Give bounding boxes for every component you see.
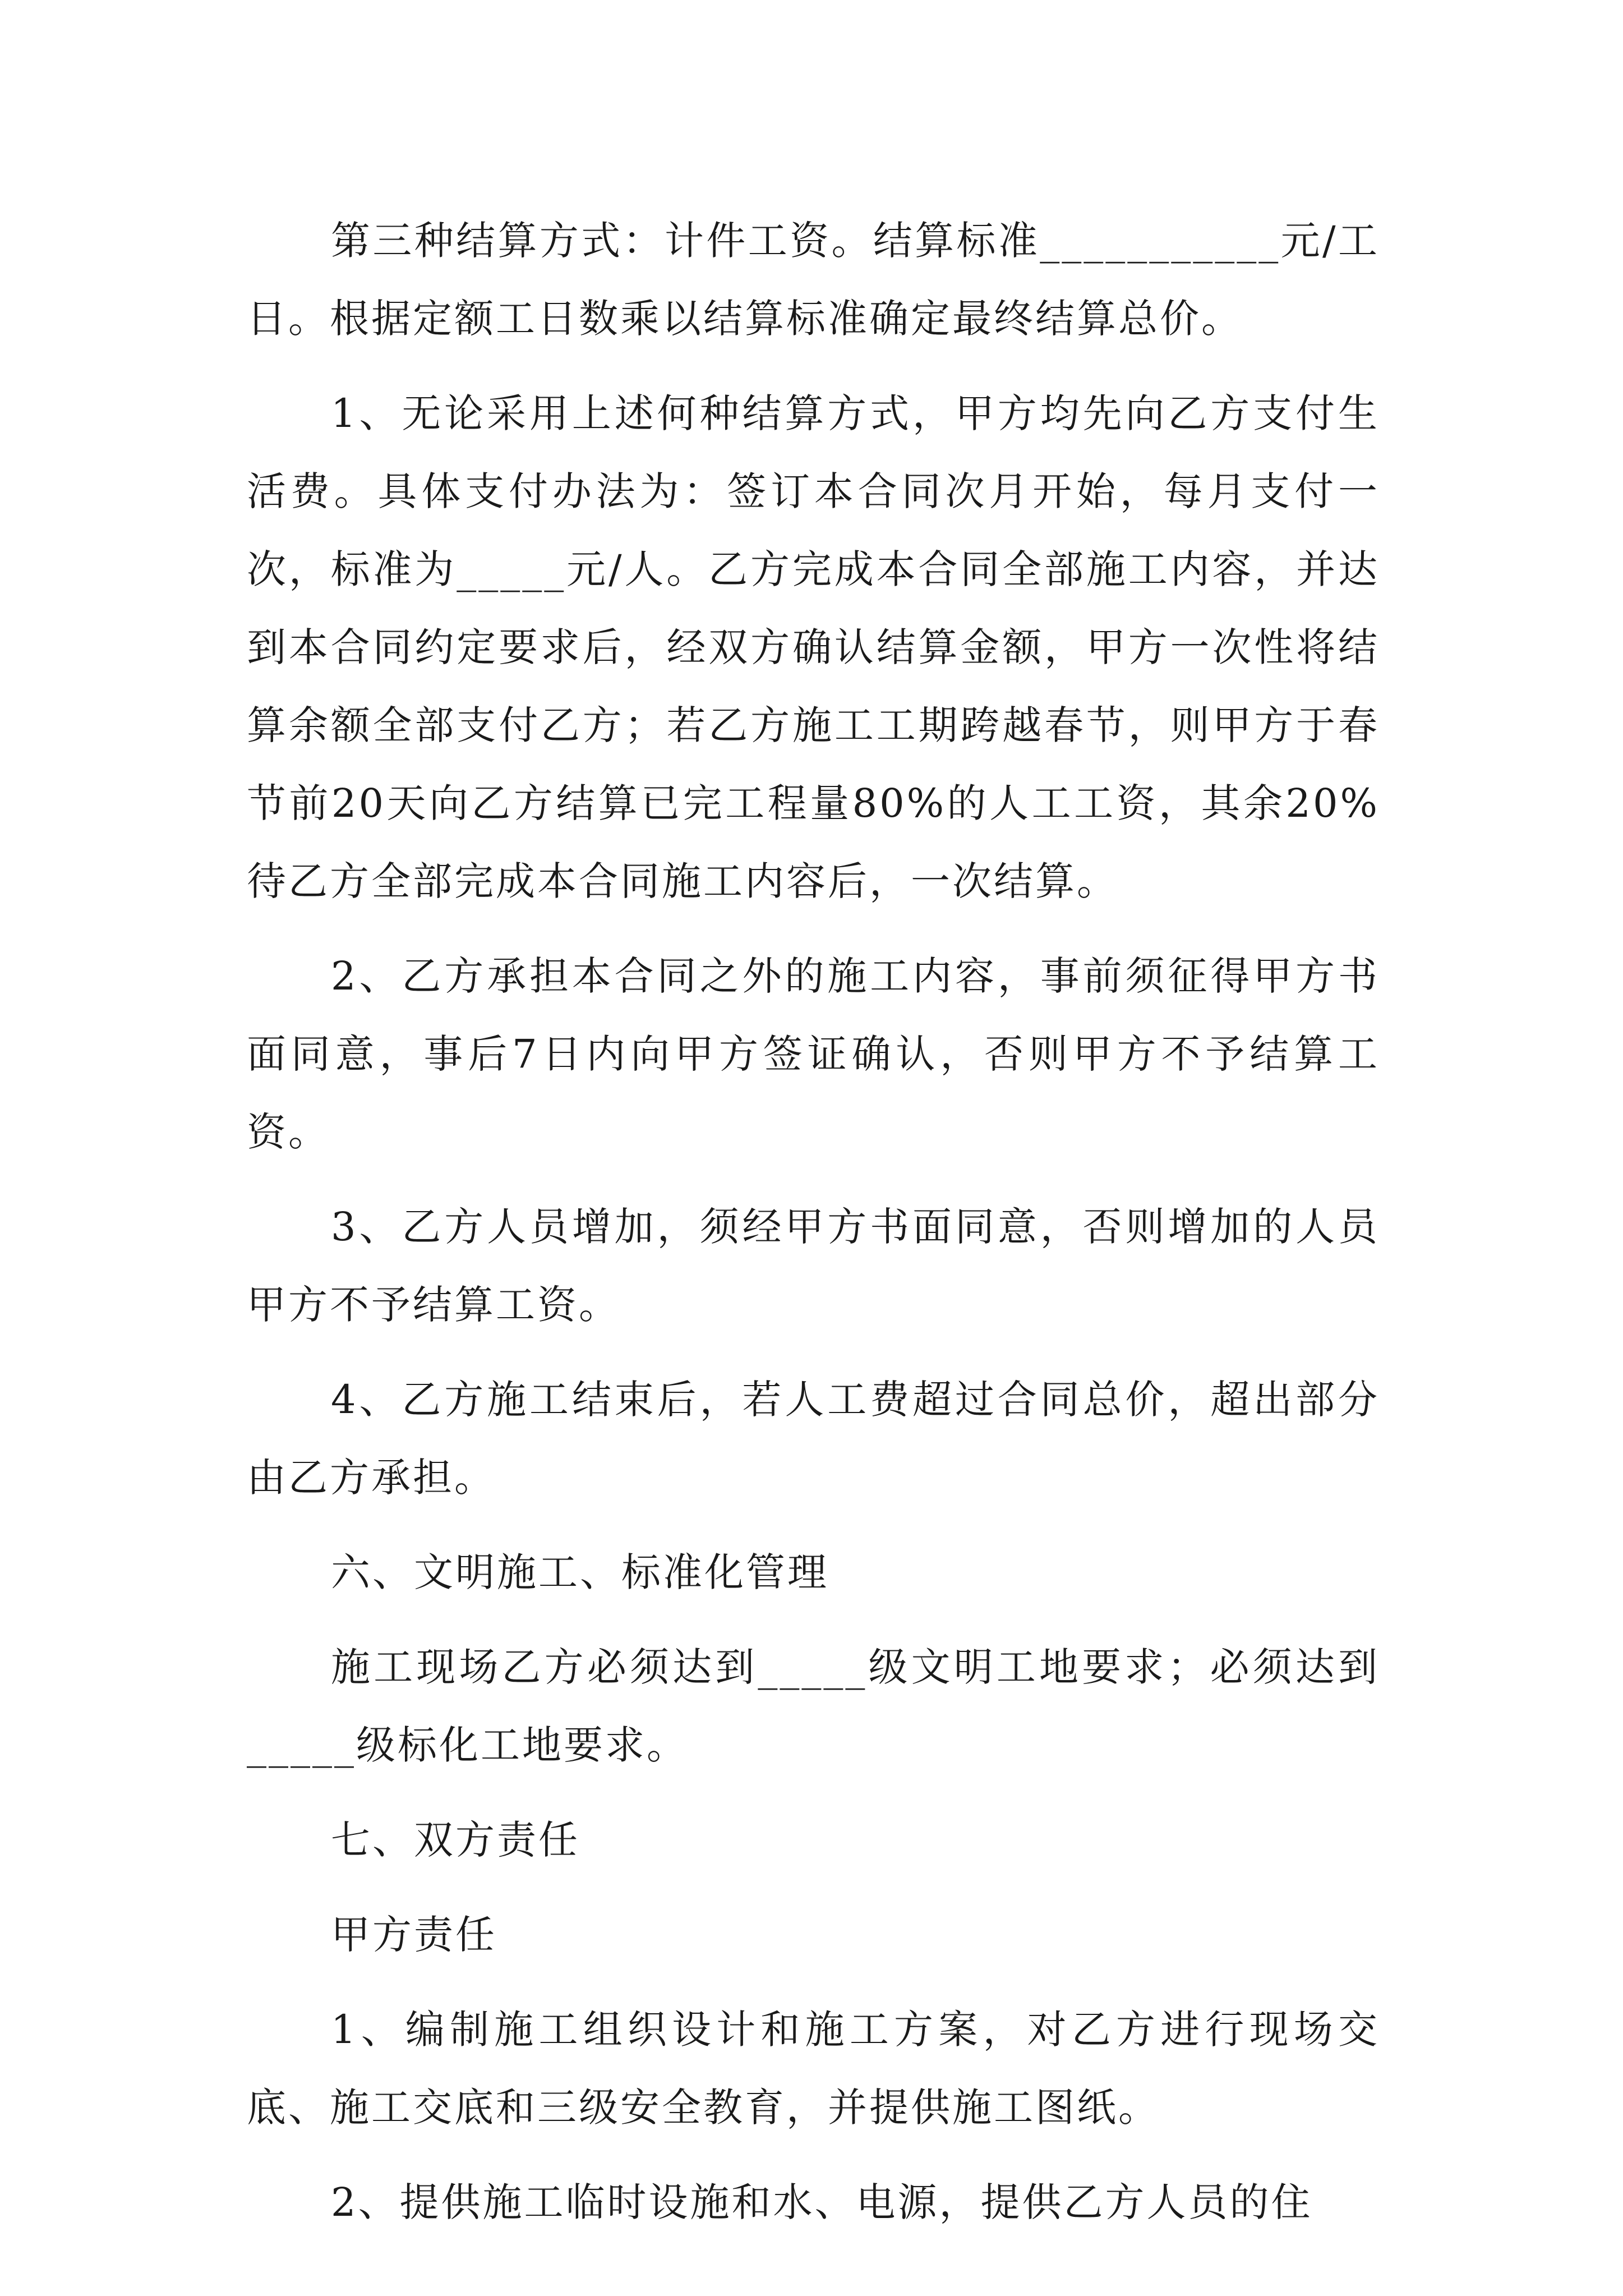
paragraph-clause-1: 1、无论采用上述何种结算方式，甲方均先向乙方支付生活费。具体支付办法为：签订本合同次月开始，每月支付一次，标准为_____元/人。乙方完成本合同全部施工内容，并达到本合同约定要求后，经双方确认结算金额，甲方一次性将结算余额全部支付乙方；若乙方施工工期跨越春节，则甲方于春节前20天向乙方结算已完工程量80%的人工工资，其余20%待乙方全部完成本合同施工内容后，一次结算。 — [247, 390, 1380, 904]
paragraph-party-a-1: 1、编制施工组织设计和施工方案，对乙方进行现场交底、施工交底和三级安全教育，并提供施工图纸。 — [247, 2007, 1380, 2131]
paragraph-clause-2: 2、乙方承担本合同之外的施工内容，事前须征得甲方书面同意，事后7日内向甲方签证确认，否则甲方不予结算工资。 — [247, 953, 1380, 1155]
section-heading-6: 六、文明施工、标准化管理 — [331, 1549, 829, 1595]
subheading-party-a: 甲方责任 — [331, 1912, 497, 1958]
paragraph-clause-4: 4、乙方施工结束后，若人工费超过合同总价，超出部分由乙方承担。 — [247, 1377, 1380, 1501]
paragraph-clause-3: 3、乙方人员增加，须经甲方书面同意，否则增加的人员甲方不予结算工资。 — [247, 1204, 1380, 1328]
section-heading-7: 七、双方责任 — [331, 1817, 580, 1863]
paragraph-party-a-2: 2、提供施工临时设施和水、电源，提供乙方人员的住 — [331, 2179, 1313, 2225]
document-body — [247, 202, 1380, 2258]
paragraph-civilized-site: 施工现场乙方必须达到_____级文明工地要求；必须达到_____级标化工地要求。 — [247, 1644, 1380, 1768]
paragraph-settlement-piecework: 第三种结算方式：计件工资。结算标准___________元/工日。根据定额工日数乘以结算标准确定最终结算总价。 — [247, 218, 1380, 342]
